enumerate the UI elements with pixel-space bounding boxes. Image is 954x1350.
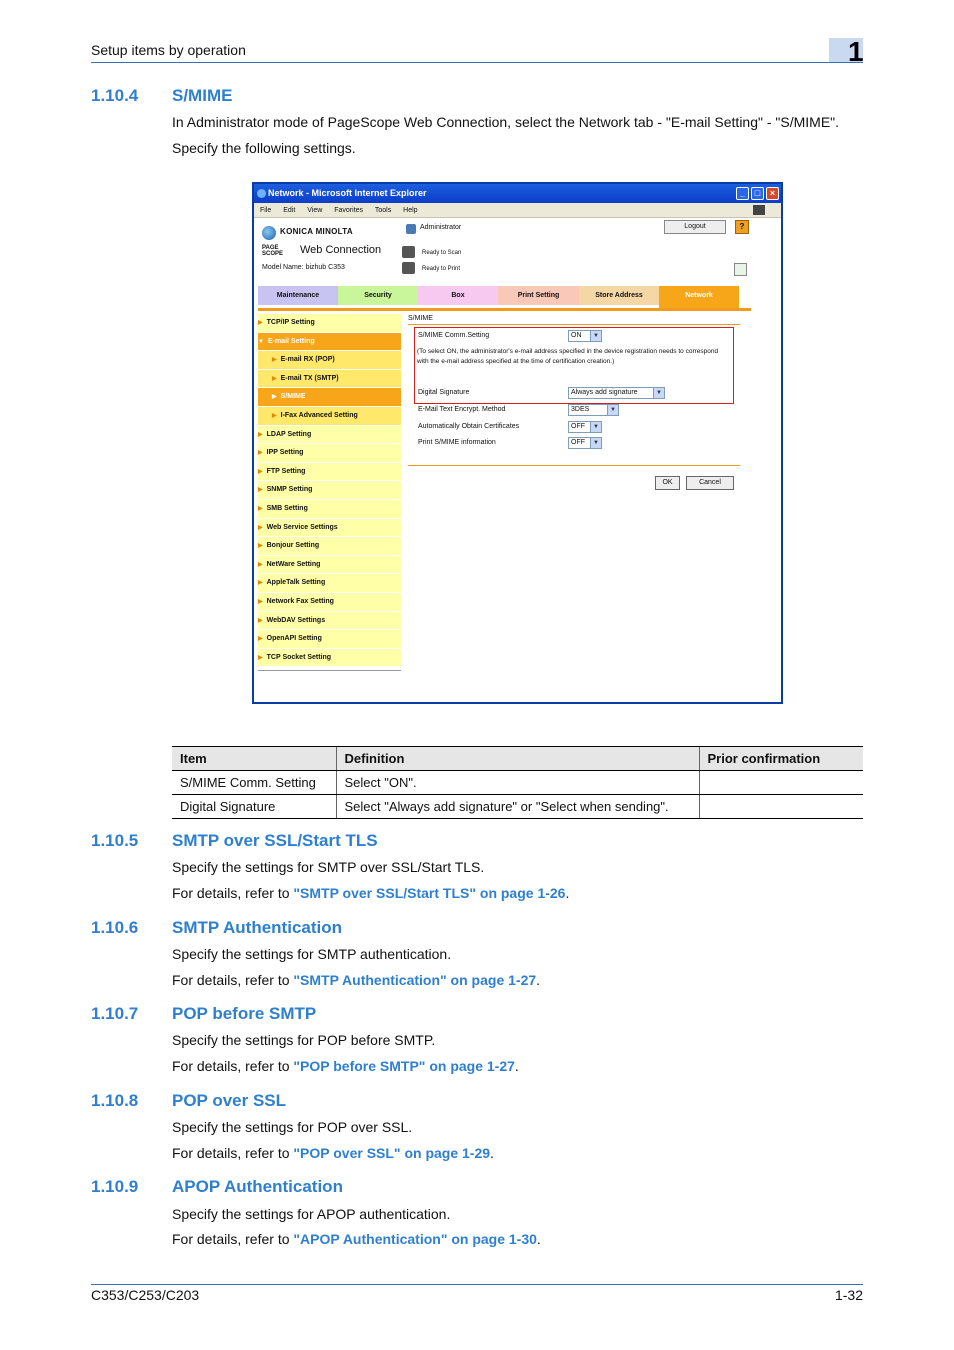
sidebar-item[interactable]: ▶ Network Fax Setting [258,593,401,612]
pagescope-logo: PAGE SCOPE [262,245,284,257]
paragraph: Specify the settings for SMTP over SSL/Start TLS. [172,859,485,875]
sidebar-subitem[interactable]: ▶ I-Fax Advanced Setting [258,407,401,426]
browser-window-screenshot [252,182,783,704]
logout-button[interactable]: Logout [664,220,726,234]
cell-prior [699,771,863,795]
reference-link[interactable]: "POP before SMTP" on page 1-27 [293,1058,515,1074]
section-title: S/MIME [172,86,233,105]
section-number: 1.10.7 [91,1004,139,1023]
reference-link[interactable]: "SMTP Authentication" on page 1-27 [293,972,537,988]
header-rule [91,62,863,63]
comm-setting-note: (To select ON, the administrator's e-mail address specified in the device registration needs to correspond with the e-mail address specified at the time of certification creation.) [417,348,719,365]
sidebar-subitem[interactable]: ▶ E-mail TX (SMTP) [258,370,401,389]
tab-network[interactable]: Network [659,286,739,310]
sidebar-item-email-setting[interactable]: ▼ E-mail Setting [258,333,401,352]
tab-store-address[interactable]: Store Address [579,286,659,305]
section-number: 1.10.8 [91,1091,139,1110]
section-title: SMTP Authentication [172,918,342,937]
window-title: Network - Microsoft Internet Explorer [268,188,427,198]
window-titlebar [254,184,781,203]
scanner-icon [402,246,415,258]
sidebar-item[interactable]: ▶ LDAP Setting [258,426,401,445]
sidebar-item[interactable]: ▶ Web Service Settings [258,519,401,538]
sidebar-item[interactable]: ▶ Bonjour Setting [258,537,401,556]
chevron-down-icon: ▼ [590,422,601,432]
sidebar-item[interactable]: ▶ WebDAV Settings [258,612,401,631]
ok-button[interactable]: OK [655,476,680,490]
settings-table [172,746,863,819]
reference-link[interactable]: "APOP Authentication" on page 1-30 [293,1231,537,1247]
header-prior-confirmation: Prior confirmation [699,747,863,771]
sidebar-item[interactable]: ▶ SNMP Setting [258,481,401,500]
table-row [172,795,863,819]
footer-rule [91,1284,863,1285]
footer-page-number: 1-32 [834,1287,863,1303]
auto-certificates-label: Automatically Obtain Certificates [418,423,520,430]
tab-underline [258,308,751,311]
reference-paragraph: For details, refer to "SMTP Authentication" on page 1-27. [172,972,541,988]
chevron-down-icon: ▼ [590,438,601,448]
sidebar-item[interactable]: ▶ AppleTalk Setting [258,574,401,593]
table-header-row [172,747,863,771]
printer-icon [402,262,415,274]
ready-scan: Ready to Scan [422,250,462,256]
sidebar-divider [258,670,401,671]
sidebar-item[interactable]: ▶ TCP/IP Setting [258,314,401,333]
section-title: POP before SMTP [172,1004,317,1023]
encrypt-method-select[interactable]: 3DES ▼ [568,404,619,416]
sidebar-item[interactable]: ▶ NetWare Setting [258,556,401,575]
chapter-number: 1 [848,36,864,67]
menu-bar [254,203,781,218]
maximize-icon[interactable]: □ [751,187,764,200]
content-title: S/MIME [408,315,433,322]
refresh-icon[interactable] [734,263,747,276]
section-title: SMTP over SSL/Start TLS [172,831,378,850]
paragraph: Specify the settings for POP over SSL. [172,1119,413,1135]
comm-setting-label: S/MIME Comm.Setting [418,332,490,339]
tab-maintenance[interactable]: Maintenance [258,286,338,305]
content-bottom-rule [408,465,740,466]
cell-definition: Select "Always add signature" or "Select when sending". [336,795,699,819]
table-row [172,771,863,795]
sidebar-subitem[interactable]: ▶ E-mail RX (POP) [258,351,401,370]
tab-security[interactable]: Security [338,286,418,305]
reference-paragraph: For details, refer to "SMTP over SSL/Start TLS" on page 1-26. [172,885,570,901]
running-header: Setup items by operation [91,42,246,58]
windows-flag-icon [753,205,765,215]
close-icon[interactable]: × [766,187,779,200]
reference-paragraph: For details, refer to "POP before SMTP" on page 1-27. [172,1058,519,1074]
ready-print: Ready to Print [422,266,461,272]
chevron-down-icon: ▼ [653,388,664,398]
reference-link[interactable]: "POP over SSL" on page 1-29 [293,1145,491,1161]
sidebar-subitem-smime[interactable]: ▶ S/MIME [258,388,401,407]
footer-models: C353/C253/C203 [91,1287,200,1303]
paragraph: Specify the settings for POP before SMTP. [172,1032,436,1048]
header-definition: Definition [336,747,699,771]
paragraph: Specify the settings for APOP authentication. [172,1206,451,1222]
section-title: POP over SSL [172,1091,287,1110]
paragraph: In Administrator mode of PageScope Web Connection, select the Network tab - "E-mail Setting" - "S/MIME". [172,114,840,130]
section-number: 1.10.5 [91,831,139,850]
admin-icon [406,224,416,234]
sidebar-item[interactable]: ▶ FTP Setting [258,463,401,482]
menu-help[interactable]: Help [403,207,418,214]
model-name: Model Name: bizhub C353 [262,264,345,271]
paragraph: Specify the settings for SMTP authentication. [172,946,452,962]
print-info-select[interactable]: OFF ▼ [568,437,602,449]
content-rule [408,324,740,325]
reference-link[interactable]: "SMTP over SSL/Start TLS" on page 1-26 [293,885,566,901]
section-number: 1.10.9 [91,1177,139,1196]
section-number: 1.10.4 [91,86,139,105]
konica-logo-icon [262,226,276,240]
menu-favorites[interactable]: Favorites [334,207,364,214]
print-info-label: Print S/MIME information [418,439,496,446]
reference-paragraph: For details, refer to "APOP Authentication" on page 1-30. [172,1231,541,1247]
header-item: Item [172,747,336,771]
reference-paragraph: For details, refer to "POP over SSL" on page 1-29. [172,1145,494,1161]
menu-view[interactable]: View [307,207,323,214]
menu-file[interactable]: File [260,207,272,214]
ie-icon [257,189,266,198]
help-icon[interactable]: ? [735,220,749,234]
cell-item: S/MIME Comm. Setting [172,771,336,795]
tab-box[interactable]: Box [418,286,498,305]
paragraph: Specify the following settings. [172,140,356,156]
tab-print-setting[interactable]: Print Setting [498,286,579,305]
digital-signature-label: Digital Signature [418,389,470,396]
minimize-icon[interactable]: _ [736,187,749,200]
digital-signature-select[interactable]: Always add signature ▼ [568,387,665,399]
sidebar-item[interactable]: ▶ IPP Setting [258,444,401,463]
section-number: 1.10.6 [91,918,139,937]
menu-edit[interactable]: Edit [283,207,296,214]
brand-name: KONICA MINOLTA [280,227,353,236]
cell-item: Digital Signature [172,795,336,819]
chevron-down-icon: ▼ [590,331,601,341]
sidebar-item[interactable]: ▶ TCP Socket Setting [258,649,401,668]
sidebar [258,314,401,667]
chevron-down-icon: ▼ [607,405,618,415]
cancel-button[interactable]: Cancel [686,476,734,490]
menu-tools[interactable]: Tools [374,207,392,214]
sidebar-item[interactable]: ▶ SMB Setting [258,500,401,519]
admin-label: Administrator [420,224,462,231]
web-connection-title: Web Connection [300,244,382,256]
sidebar-item[interactable]: ▶ OpenAPI Setting [258,630,401,649]
comm-setting-select[interactable]: ON ▼ [568,330,602,342]
cell-definition: Select "ON". [336,771,699,795]
section-title: APOP Authentication [172,1177,343,1196]
cell-prior [699,795,863,819]
auto-certificates-select[interactable]: OFF ▼ [568,421,602,433]
encrypt-method-label: E-Mail Text Encrypt. Method [418,406,506,413]
